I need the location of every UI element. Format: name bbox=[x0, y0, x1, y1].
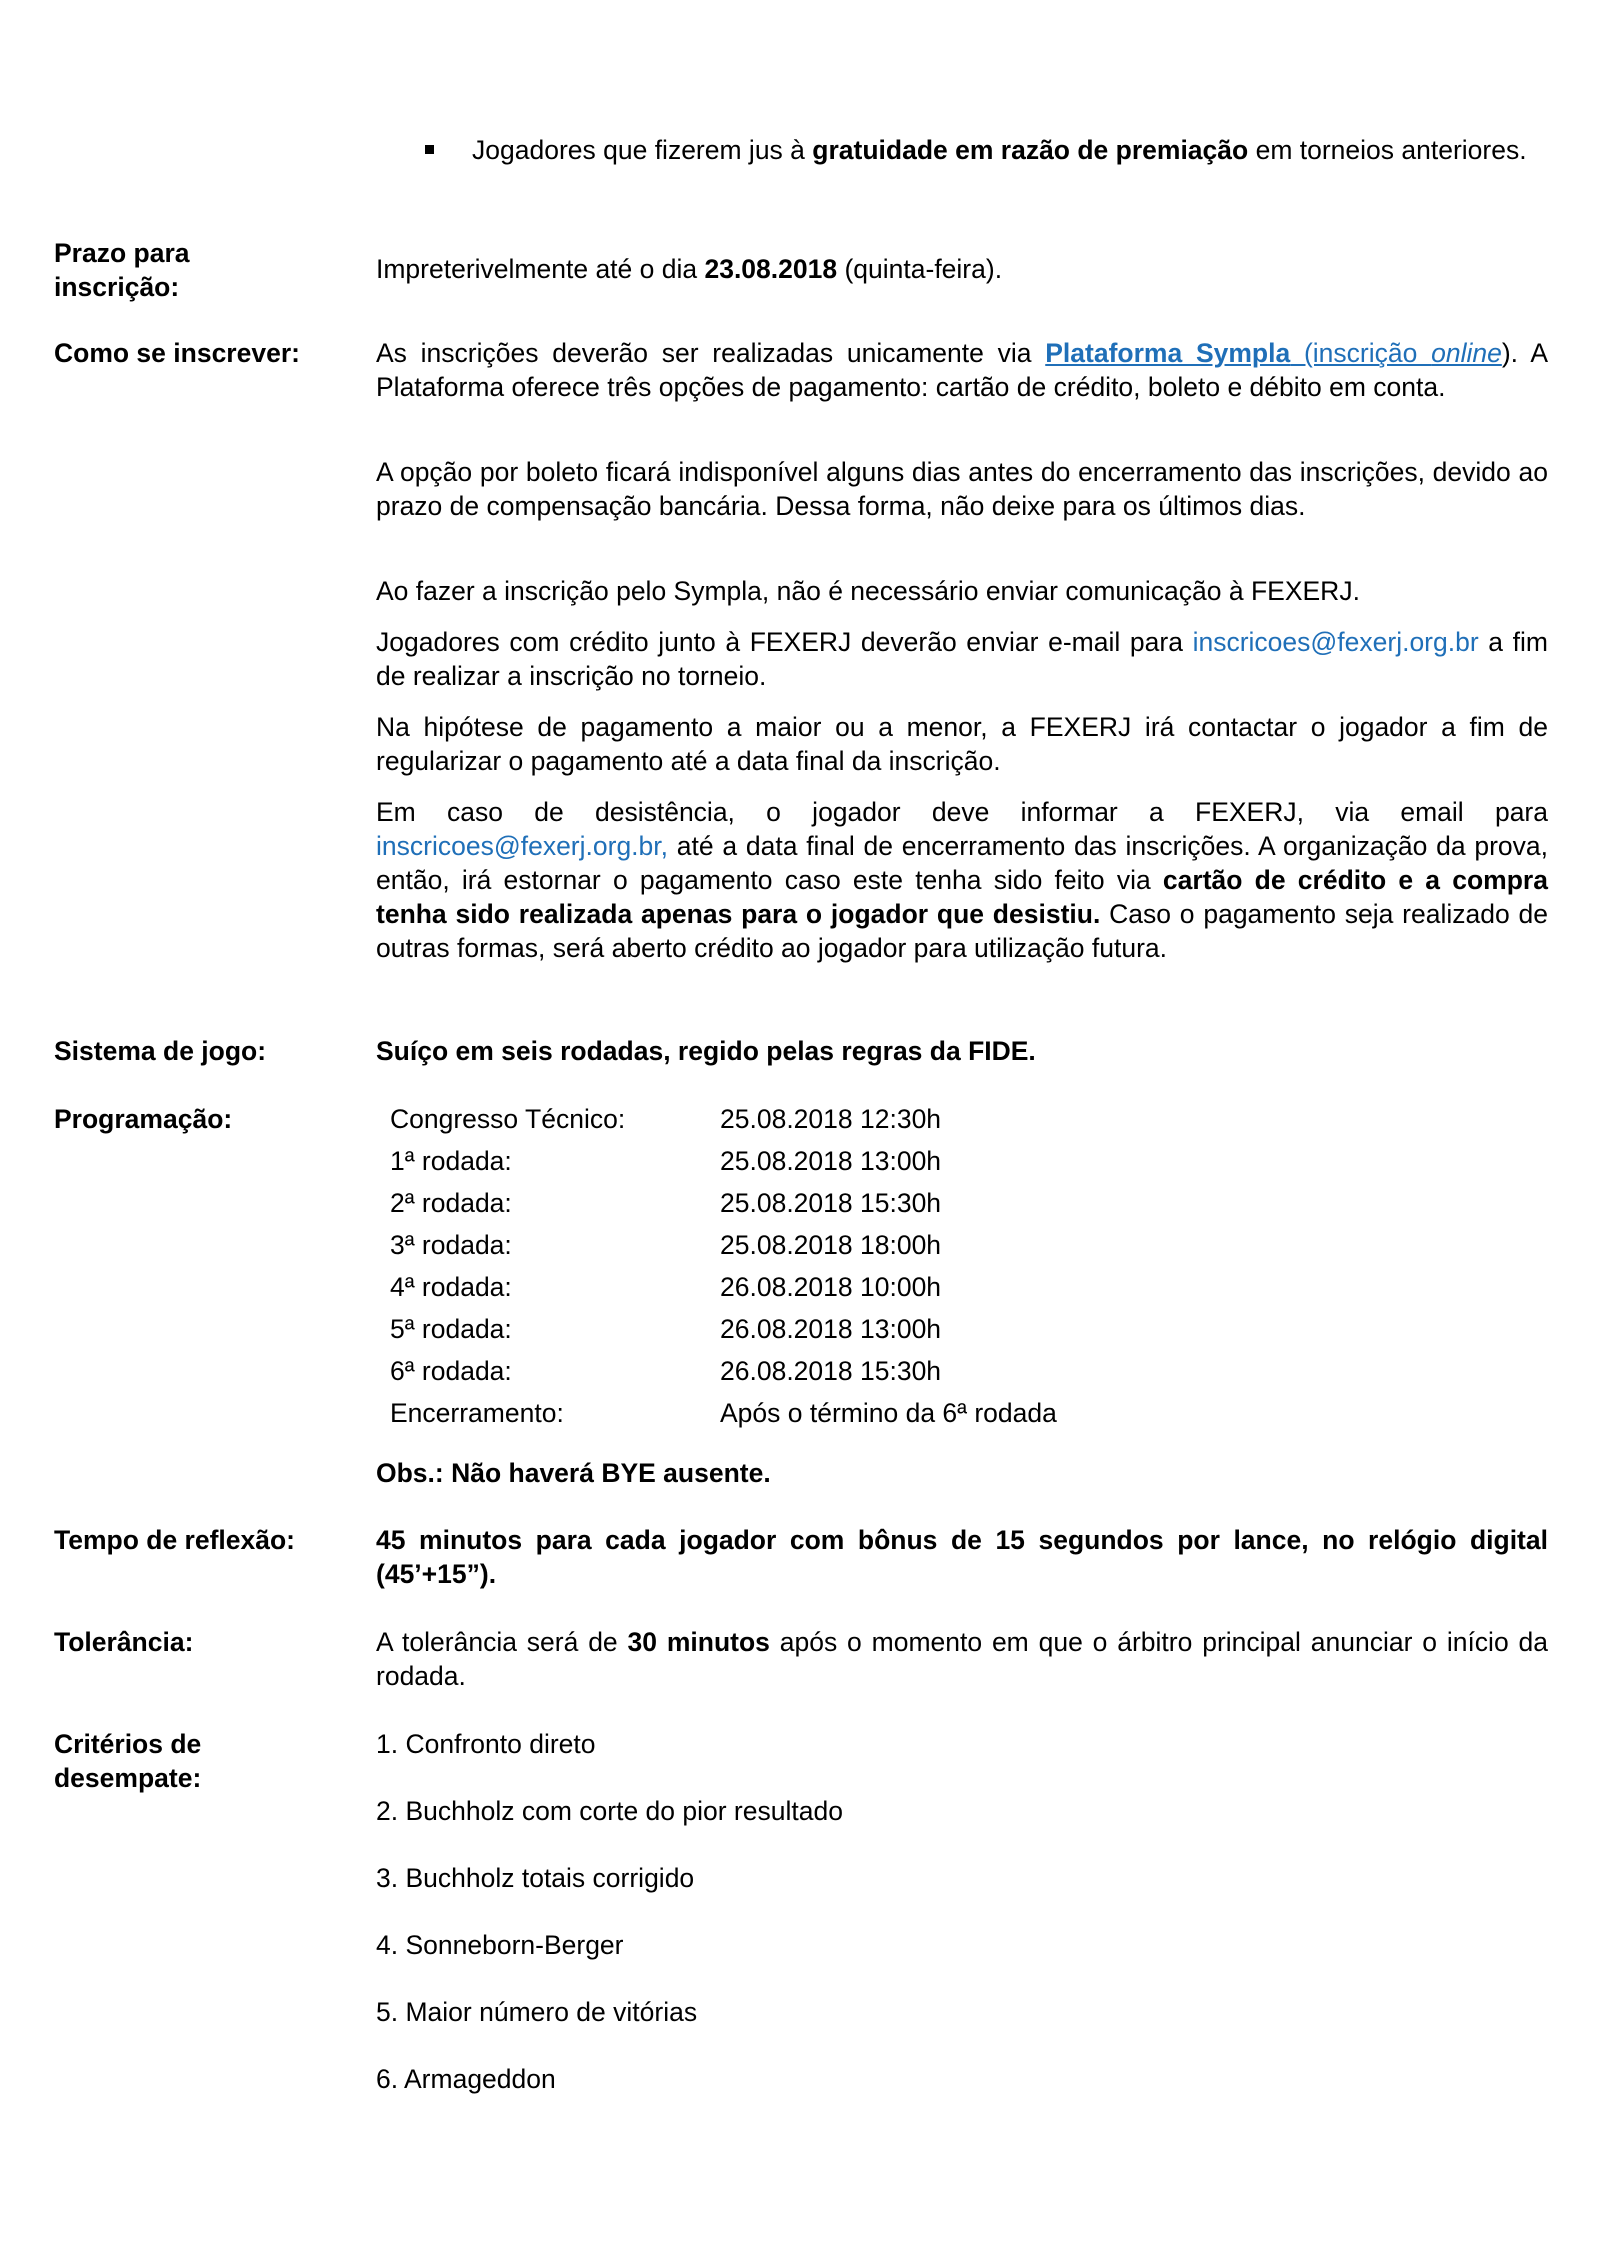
sympla-link[interactable]: Plataforma Sympla bbox=[1045, 338, 1291, 368]
schedule-value: 25.08.2018 12:30h bbox=[720, 1104, 942, 1134]
schedule-value: 25.08.2018 15:30h bbox=[720, 1188, 942, 1218]
como-paragraph-4 bbox=[376, 625, 1548, 693]
schedule-label: 5ª rodada: bbox=[390, 1314, 512, 1344]
schedule-value: 25.08.2018 13:00h bbox=[720, 1146, 942, 1176]
tolerancia-label: Tolerância: bbox=[54, 1627, 194, 1657]
schedule-label: Encerramento: bbox=[390, 1398, 564, 1428]
schedule-label: Congresso Técnico: bbox=[390, 1104, 626, 1134]
como-p6-bold: cartão de crédito e a compra tenha sido realizada apenas para o jogador que desistiu. bbox=[376, 865, 1548, 929]
como-p4-pre: Jogadores com crédito junto à FEXERJ deverão enviar e-mail para bbox=[376, 627, 1193, 657]
schedule-value: 26.08.2018 15:30h bbox=[720, 1356, 942, 1386]
tolerancia-pre: A tolerância será de bbox=[376, 1627, 628, 1657]
como-paragraph-3: Ao fazer a inscrição pelo Sympla, não é necessário enviar comunicação à FEXERJ. bbox=[376, 576, 1360, 606]
como-paragraph-6 bbox=[376, 795, 1548, 965]
online-link[interactable]: online bbox=[1431, 338, 1502, 368]
email-link-2[interactable]: inscricoes@fexerj.org.br, bbox=[376, 831, 669, 861]
como-paragraph-2: A opção por boleto ficará indisponível alguns dias antes do encerramento das inscrições, devido ao prazo de compensação bancária. Dessa forma, não deixe para os últimos dias. bbox=[376, 457, 1548, 521]
bullet-text-pre: Jogadores que fizerem jus à bbox=[472, 135, 813, 165]
prazo-pre: Impreterivelmente até o dia bbox=[376, 254, 705, 284]
como-paragraph-1 bbox=[376, 336, 1548, 404]
criterio-item: 1. Confronto direto bbox=[376, 1729, 596, 1759]
schedule-value: 26.08.2018 10:00h bbox=[720, 1272, 942, 1302]
programacao-obs: Obs.: Não haverá BYE ausente. bbox=[376, 1458, 771, 1488]
criterio-item: 3. Buchholz totais corrigido bbox=[376, 1863, 695, 1893]
inscricao-online-link[interactable]: (inscrição bbox=[1290, 338, 1432, 368]
tolerancia-text bbox=[376, 1625, 1548, 1693]
criterios-label: Critérios de desempate: bbox=[54, 1729, 202, 1793]
tempo-label: Tempo de reflexão: bbox=[54, 1525, 296, 1555]
schedule-label: 4ª rodada: bbox=[390, 1272, 512, 1302]
bullet-square-icon bbox=[425, 145, 434, 154]
prazo-date: 23.08.2018 bbox=[704, 254, 838, 284]
como-p1-pre: As inscrições deverão ser realizadas unicamente via bbox=[376, 338, 1046, 368]
tolerancia-bold: 30 minutos bbox=[627, 1627, 770, 1657]
prazo-text bbox=[376, 252, 1548, 286]
prazo-label: Prazo para inscrição: bbox=[54, 238, 190, 302]
criterio-item: 4. Sonneborn-Berger bbox=[376, 1930, 624, 1960]
bullet-item bbox=[472, 133, 1548, 167]
bullet-text-post: em torneios anteriores. bbox=[1248, 135, 1527, 165]
email-link[interactable]: inscricoes@fexerj.org.br bbox=[1192, 627, 1479, 657]
schedule-label: 1ª rodada: bbox=[390, 1146, 512, 1176]
como-p6-pre: Em caso de desistência, o jogador deve informar a FEXERJ, via email para bbox=[376, 797, 1548, 827]
programacao-label: Programação: bbox=[54, 1104, 233, 1134]
criterio-item: 2. Buchholz com corte do pior resultado bbox=[376, 1796, 843, 1826]
como-p6-post: Caso o pagamento seja realizado de outras formas, será aberto crédito ao jogador para utilização futura. bbox=[376, 899, 1548, 963]
tempo-text: 45 minutos para cada jogador com bônus de 15 segundos por lance, no relógio digital (45’+15”). bbox=[376, 1525, 1548, 1589]
criterio-item: 5. Maior número de vitórias bbox=[376, 1997, 698, 2027]
schedule-label: 2ª rodada: bbox=[390, 1188, 512, 1218]
como-p1-post: ). A Plataforma oferece três opções de pagamento: cartão de crédito, boleto e débito em conta. bbox=[376, 338, 1548, 402]
como-paragraph-5: Na hipótese de pagamento a maior ou a menor, a FEXERJ irá contactar o jogador a fim de regularizar o pagamento até a data final da inscrição. bbox=[376, 712, 1548, 776]
criterio-item: 6. Armageddon bbox=[376, 2064, 556, 2094]
schedule-value: 26.08.2018 13:00h bbox=[720, 1314, 942, 1344]
schedule-value: Após o término da 6ª rodada bbox=[720, 1398, 1057, 1428]
sistema-text: Suíço em seis rodadas, regido pelas regras da FIDE. bbox=[376, 1036, 1036, 1066]
prazo-post: (quinta-feira). bbox=[837, 254, 1003, 284]
schedule-value: 25.08.2018 18:00h bbox=[720, 1230, 942, 1260]
schedule-label: 6ª rodada: bbox=[390, 1356, 512, 1386]
como-p6-mid: até a data final de encerramento das inscrições. A organização da prova, então, irá estornar o pagamento caso este tenha sido feito via bbox=[376, 831, 1548, 895]
tolerancia-post: após o momento em que o árbitro principal anunciar o início da rodada. bbox=[376, 1627, 1549, 1691]
bullet-text-bold: gratuidade em razão de premiação bbox=[812, 135, 1249, 165]
sistema-label: Sistema de jogo: bbox=[54, 1036, 267, 1066]
schedule-label: 3ª rodada: bbox=[390, 1230, 512, 1260]
como-p4-post: a fim de realizar a inscrição no torneio. bbox=[376, 627, 1548, 691]
como-label: Como se inscrever: bbox=[54, 338, 300, 368]
